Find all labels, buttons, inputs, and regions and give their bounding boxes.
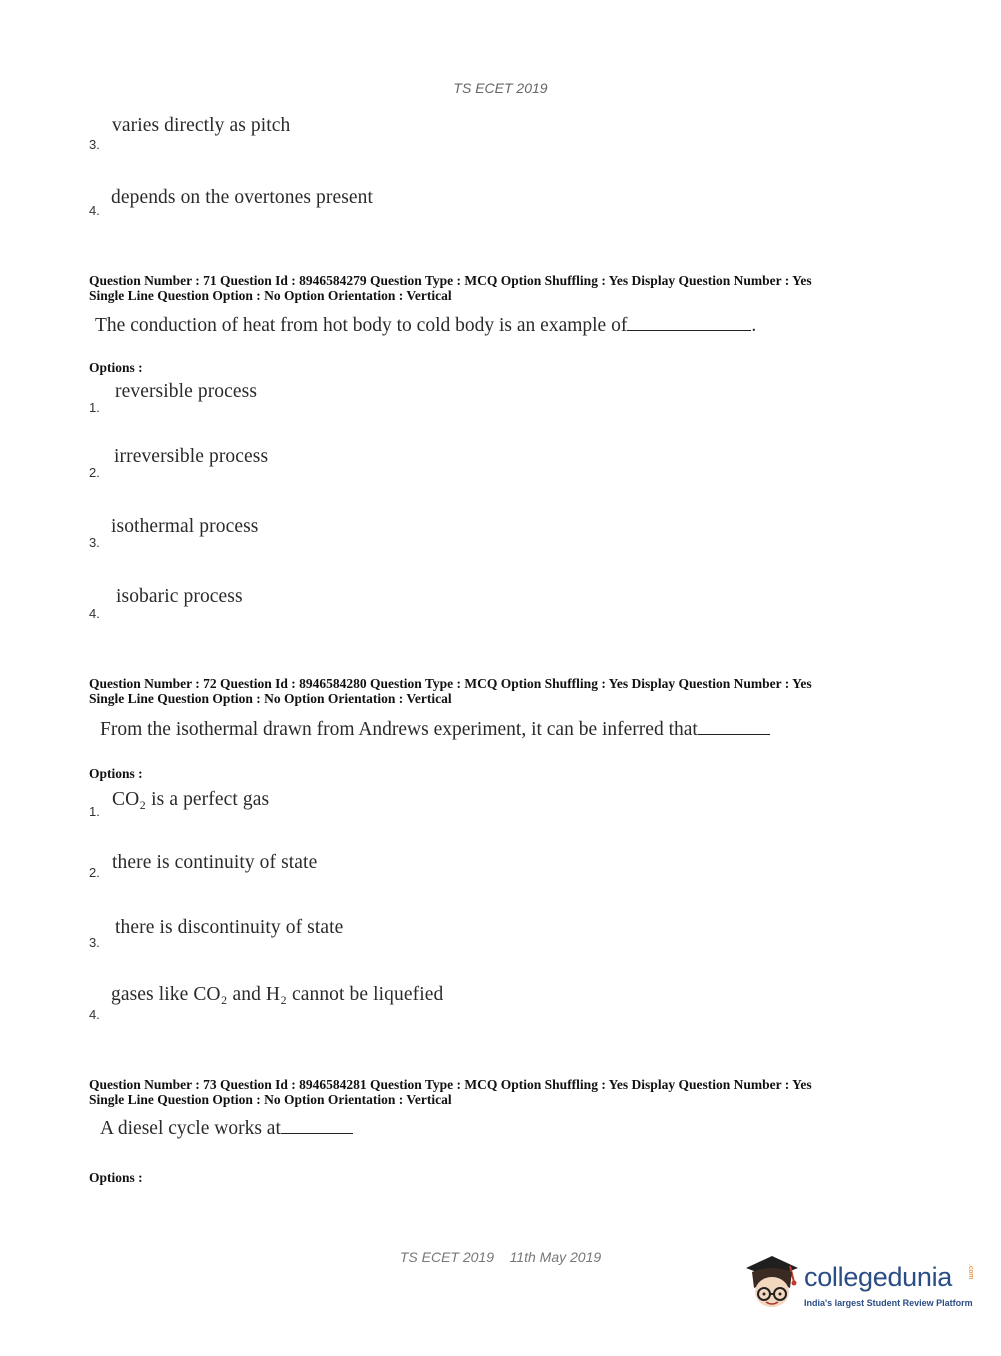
q72-option-3-text: there is discontinuity of state xyxy=(115,917,344,938)
q72-option-1-text: CO₂ is a perfect gas xyxy=(112,789,270,810)
q72-answer-blank xyxy=(698,720,770,735)
q72-option-2-text: there is continuity of state xyxy=(112,852,318,873)
logo-tagline: India's largest Student Review Platform xyxy=(804,1298,973,1308)
q71-question xyxy=(95,315,756,337)
q72-option-1-number: 1. xyxy=(89,804,100,819)
collegedunia-logo xyxy=(742,1250,982,1320)
q73-meta-line1: Question Number : 73 Question Id : 8946584281 Question Type : MCQ Option Shuffling : Yes Display Question Number : Yes xyxy=(89,1077,812,1092)
page-header: TS ECET 2019 xyxy=(453,80,548,96)
q73-answer-blank xyxy=(281,1119,353,1134)
q73-question-text: A diesel cycle works at xyxy=(100,1118,281,1139)
q72-question xyxy=(100,719,770,741)
q71-option-3-text: isothermal process xyxy=(111,516,259,537)
q73-meta xyxy=(89,1077,812,1107)
q73-options-label: Options : xyxy=(89,1170,143,1185)
q72-meta-line2: Single Line Question Option : No Option Orientation : Vertical xyxy=(89,691,452,706)
q72-option-4-text: gases like CO₂ and H₂ cannot be liquefied xyxy=(111,984,444,1005)
q71-meta xyxy=(89,273,812,303)
q71-option-4-number: 4. xyxy=(89,606,100,621)
q73-meta-line2: Single Line Question Option : No Option Orientation : Vertical xyxy=(89,1092,452,1107)
q72-option-3-number: 3. xyxy=(89,935,100,950)
logo-com: .com xyxy=(967,1264,974,1280)
q73-question xyxy=(100,1118,353,1140)
prev-option-3-text: varies directly as pitch xyxy=(112,115,291,136)
q72-option-4-number: 4. xyxy=(89,1007,100,1022)
q71-option-3-number: 3. xyxy=(89,535,100,550)
footer-exam: TS ECET 2019 xyxy=(399,1249,494,1265)
logo-wordmark: collegedunia xyxy=(804,1262,953,1292)
q71-question-end: . xyxy=(751,315,757,336)
q71-option-2-text: irreversible process xyxy=(114,446,269,467)
q71-option-2-number: 2. xyxy=(89,465,100,480)
prev-option-4-text: depends on the overtones present xyxy=(111,187,374,208)
prev-option-3-number: 3. xyxy=(89,137,100,152)
q71-option-1-number: 1. xyxy=(89,400,100,415)
q71-option-4-text: isobaric process xyxy=(116,586,243,607)
prev-option-4-number: 4. xyxy=(89,203,100,218)
footer-date: 11th May 2019 xyxy=(509,1249,602,1265)
mascot-icon xyxy=(742,1250,804,1320)
q72-options-label: Options : xyxy=(89,766,143,781)
q72-meta xyxy=(89,676,812,706)
q72-option-2-number: 2. xyxy=(89,865,100,880)
q72-meta-line1: Question Number : 72 Question Id : 8946584280 Question Type : MCQ Option Shuffling : Yes Display Question Number : Yes xyxy=(89,676,812,691)
q71-meta-line1: Question Number : 71 Question Id : 8946584279 Question Type : MCQ Option Shuffling : Yes Display Question Number : Yes xyxy=(89,273,812,288)
q71-meta-line2: Single Line Question Option : No Option Orientation : Vertical xyxy=(89,288,452,303)
q72-question-text: From the isothermal drawn from Andrews experiment, it can be inferred that xyxy=(100,719,698,740)
q71-options-label: Options : xyxy=(89,360,143,375)
q71-question-text: The conduction of heat from hot body to cold body is an example of xyxy=(95,315,628,336)
q71-option-1-text: reversible process xyxy=(115,381,258,402)
q71-answer-blank xyxy=(627,316,751,331)
